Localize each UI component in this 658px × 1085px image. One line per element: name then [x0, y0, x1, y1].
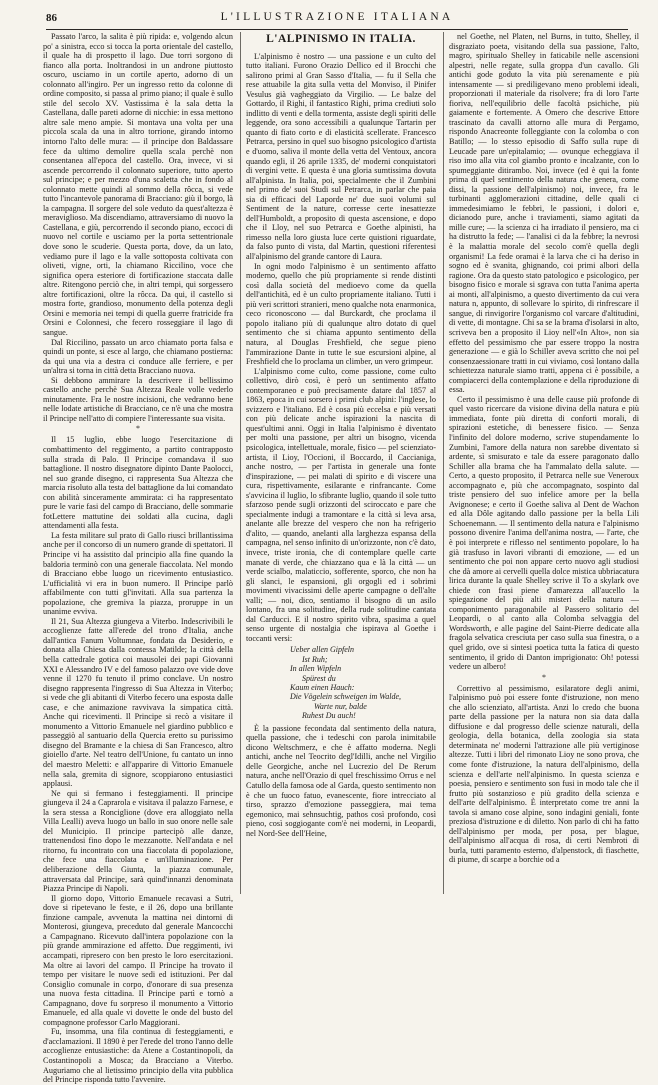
poem-line: In allen Wipfeln [290, 664, 342, 674]
paragraph: In ogni modo l'alpinismo è un sentimento affatto moderno, quello che più propriamente si rende distinti così dalla società del medioevo come da quella dell'antichità, ed è un culto propriamente italiano. Tutti i più veri scrittori stranieri, meno qualche nota enarmonica, ceco riconoscono — dal Burckardt, che proclama il popolo italiano più di qualunque altro dotato di quel sentimento che si chiama appunto sentimento della natura, al Douglas Freshfield, che segue pieno l'ammirazione Dante in tutte le sue escursioni alpine, al Freshfield che lo proclama un climber, un vero grimpeur. [246, 261, 436, 367]
paragraph: L'alpinismo è nostro — una passione e un culto del tutto italiani. Furono Orazio Dellico ed il Brocchi che salirono primi al Gran Sasso d'Italia, — fu il Sella che rese attuabile la gita sulla vetta del Monviso, il Pinifer Vesulus già vagheggiato da Virgilio. — Le balze del Gottardo, il Righi, il fantastico Righi, prima crediuti solo indlitto di venti e della tormenta, assiste degli spiriti delle leggende, ora sono accessibili a qualunque Tartarin per quanto di fiato corto e di elasticità scellerate. Francesco Petrarca, persino in quel suo bisogno psicologico d'artista e d'uomo, saliva il monte della vetta del Ventoux, ancora quando egli, il 26 aprile 1335, de' moderni conquistatori di vergini vette. E questa è una gloria sumtissima dovuta all'alpinista. In Italia, poi, specialmente che il Zumbini nel primo de' suoi Studi sul Petrarca, in parlar che paia sia di efficaci del Laporde ne' due suoi volumi sul Sentiment de la nature, corresse certe inesattezze dell'Humboldt, a proposito di questa ascensione, e dopo che il Lloy, nel suo Petrarca e Goethe alpinisti, ha rimesso nella loro giusta luce certe quistioni riguardate, da falso punto di vista, dal Martin, questioni riferentesi all'alpinismo del grande cantore di Laura. [246, 51, 436, 262]
paragraph: Fu, insomma, una fila continua di festeggiamenti, e d'acclamazioni. Il 1890 è per l'erede del trono l'anno delle accoglienze entusiastiche: da Atene a Costantinopoli, da Costantinopoli a Mosca; da Bracciano a Viterbo. Auguriamo che al lietissimo principio della vita pubblica del Principe risponda tutto l'avvenire. [43, 1027, 233, 1085]
paragraph: Il 21, Sua Altezza giungeva a Viterbo. Indescrivibili le accoglienze fatte all'erede del trono d'Italia, anche dall'antica Fanum Voltumnae, fondata da Desiderio, e donata alla Chiesa dalla contessa Matilde; la città della bella cattedrale gotica coi mausolei dei papi Giovanni XXI e Alessandro IV e del famoso palazzo ove vide dove venne il 1270 fu tenuto il primo conclave. Un nostro disegno rappresenta l'ingresso di Sua Altezza in Viterbo; si vede che gli abitanti di Viterbo fecero una esposta dalle case, e che animazione ravvivava la simpatica città. Anche qui ricevimenti. Il Principe si recò a visitare il monumento a Vittorio Emanuele nel giardino pubblico e passeggiò al santuario della Quercia eretto su purissimo disegno del Bramante e la chiesa di San Francesco, altro gioiello d'arte. Nel teatro dell'Unione, fu cantato un inno del maestro Meletti: e all'apparire di Vittorio Emanuele nella sala, gremita di signore, scoppiarono entusiastici applausi. [43, 616, 233, 789]
goethe-poem [290, 645, 436, 720]
poem-line: Die Vögelein schweigen im Walde, [290, 692, 402, 702]
paragraph: Ne qui si fermano i festeggiamenti. Il principe giungeva il 24 a Caprarola e visitava il palazzo Farnese, e la sera stessa a Ronciglione (dove era alloggiato nella Villa Lealli) aveva luogo un ballo in suo onore nelle sale del Municipio. Il principe partecipò alle danze, trattenendosi fino dopo le mezzanotte. Nell'andata e nel ritorno, fu incontrato con una fiaccolata di popolazione, che fece una fiaccolata e un'illuminazione. Per deliberazione della Giunta, la piazza comunale, attraversata dal Principe, sarà quind'innanzi denominata Piazza Principe di Napoli. [43, 788, 233, 894]
column-rule-left [240, 32, 241, 894]
running-title: L'ILLUSTRAZIONE ITALIANA [220, 11, 454, 23]
poem-line: Warte nur, balde [314, 701, 367, 711]
page-header [46, 7, 628, 30]
paragraph: La festa militare sul prato di Gallo riuscì brillantissima anche per il concorso di un numero grande di spettatori. Il Principe vi ha assistito dal principio alla fine quando la baldoria terminò con una generale fiaccolata. Nel mondo di Bracciano ebbe luogo un ricevimento entusiastico. L'ufficialità vi era in buon numero. Il Principe parlò affabilmente con tutti gl'invitati. Alla sua partenza la popolazione, che gremiva la piazza, proruppe in un unanime evviva. [43, 530, 233, 617]
poem-line: Ueber allen Gipfeln [290, 645, 354, 655]
paragraph: Correttivo al pessimismo, esilaratore degli animi, l'alpinismo può poi essere fonte d'istruzione, non meno che allo scienziato, all'artista. Anzi lo credo che buona parte della passione per la natura non sia data dalla diffusione e dal progresso delle scienze naturali, della geologia, della botanica, della zoologia sia stata determinata ne' moderni l'attrazione alle più vertiginose altezze. Tutti i libri del rimonato Lioy ne sono prova, che come fonte d'istruzione, la natura dell'alpinismo, della scienza e dell'arte nell'alpinismo. In questa scienza e poesia, pensiero e sentimento son fusi in modo tale che il frutto più sostanzioso e più gradito della scienza e dell'arte dell'alpinismo. È interpretato come tre anni la tavola si amano cose alpine, sono indagini geniali, fonte preziosa d'istruzione e di diletto. Non parlo di chi ha fatto dell'alpinismo per moda, per posa, per blague, dell'alpinismo all'acqua di rosa, di certi Nembroti di burla, tutti paramento esterno, d'alpenstock, di fiaschette, di piume, di scarpe a borchie od a [449, 683, 639, 865]
poem-line: Kaum einen Hauch: [290, 683, 355, 693]
paragraph: Il giorno dopo, Vittorio Emanuele recavasi a Sutri, dove si ripetevano le feste, e il 26, dopo una brillante finzione campale, avvenuta la mattina nei dintorni di Monterosi, giungeva, preceduto dal generale Mancocchi a Campagnano. Ricevuto dall'intera popolazione con la più grande ammirazione ed affetto. Due reggimenti, ivi accampati, ripresero con ben presto le loro esercitazioni. Ma oltre ai lavori del campo. Il Principe ha trovato il tempo per visitare le nuove sedi ed istituzioni. Per dal Consiglio comunale in corpo, d'onorare di sua presenza una nuova festa cittadina. Il Principe partì e tornò a Campagnano, dove fu sorpreso il monumento a Vittorio Emanuele, ed alla quale vi dovette le onde del busto del compagnone professor Carlo Maggiorani. [43, 893, 233, 1027]
column-left [43, 32, 233, 1085]
paragraph: Si debbono ammirare la descrivere il bellissimo castello anche perchè Sua Altezza Reale volle vederlo minutamente. Fra le nostre incisioni, che vedranno bene nelle lodate artistiche di Bracciano, ce n'è una che mostra il Principe nell'atto di compiere l'interessante sua visita. [43, 375, 233, 423]
poem-line: Spürest du [302, 673, 336, 683]
paragraph: L'alpinismo come culto, come passione, come culto collettivo, dirò così, è però un sentimento affatto contemporaneo e può precisamente datare dal 1857 al 1863, epoca in cui sorsero i primi club alpini: l'inglese, lo svizzero e l'italiano. Ed è cosa più eccelsa e più versati con più delicate anche ispirazioni la nascita di quest'ultimi anni. Oggi in Italia l'alpinismo è diventato per molti una passione, per altri un bisogno, vicenda psicologica, intellettuale, morale, fisico — pel scienziato-artista, il Lioy, l'Occioni, il Boccardo, il Caccianiga, anche nostro, — per l'artista in generale una fonte d'inspirazione, — pei malati di spirito e di viscere una cura, rispettivamente, esilarante e rinfrancante. Come s'avvicina il luglio, lo sfibrante luglio, quando il sole tutto sfarzoso pende sugli orizzonti del sciroccato e pare che specialmente indugi a tramontare e la città si leva arsa, anelante alle brezze del vespero che non ha refrigerio d'alito, — quando, anelanti alla larghezza espansa della campagna, nel senso infinito di un'orizzonte, non c'è dato, invece, triste ironia, che di contemplare quelle carte manate di verde, che chiazzano qua e là la città — un verde scialbo, malaticcio, sofferente, sporco, che non ha gli slanci, le espansioni, gli orgogli ed i sobrimi movimenti vivacissimi delle aperte campagne o dell'alte valli; — noi, dico, sentiamo il bisogno di un asilo lontano, fra una solitudine, della rude solitudine cantata dal Carducci. E il nostro spirito vibra, spasima a quel senso urgente di nostalgia che ispirava al Goethe i toccanti versi: [246, 366, 436, 643]
article-title: L'ALPINISMO IN ITALIA. [266, 33, 416, 45]
column-middle [246, 32, 436, 894]
poem-line: Ist Ruh; [302, 654, 328, 664]
paragraph: Passato l'arco, la salita è più ripida: e, volgendo alcun po' a sinistra, ecco si tocca la porta orientale del castello, il quale ha di prospetto il lago. Due torri sorgono di fianco alla porta. Inoltrandosi in un androne piuttosto oscuro, usciamo in un cortile aperto, adorno di un colonnato all'ingiro. Per un ingresso retto da colonne di ordine composito, si passa al primo piano; il quale è sullo stile del secolo XV. Vastissima è la sala detta la Castellana, dalle pareti adorne di nicchie: in essa mettono altre sale meno ampie. Si montava una volta per una piccola scala da una in altro torrione, girando intorno intorno l'alto delle mura: — il principe don Baldassare fece da ultimo demolire quella scala perchè non consentanea all'epoca del castello. Ora, invece, vi si ascende percorrendo il colonnato superiore, tutto aperto sul principe; e per mezzo d'una scaletta che in fondo al colonnato mette quindi al sommo della rôcca, si vede tutto l'incantevole panorama di Bracciano: giù il borgo, là la campagna. Il sorgere del sole veduto da quest'altezza è meraviglioso. Ma discendiamo, attraversiamo di nuovo la Castellana, e giù, percorrendo il secondo piano, eccoci di nuovo nel cortile e usciamo per la porta settentrionale dove sono le scuderie. Questa porta, dove, da un lato, vediamo pure il lago e la valle sottoposta coltivata con oliveti, vigne, orti, la chiamano Riccilino, voce che significa opera esteriore di fortificazione staccata dalle altre. Ritengono perciò che, in altri tempi, qui sorgessero altre fortificazioni, oltre la rôcca. Da qui, il castello si mostra forte, grandioso, monumento della potenza degli Orsini e memoria nei tempi di quella guerre fratricide fra Orsini e Colonnesi, che fecero rosseggiare il lago di sangue. [43, 32, 233, 337]
paragraph: Il 15 luglio, ebbe luogo l'esercitazione di combattimento del reggimento, a partito contrapposto sulla strada di Palo. Il Principe comandava il suo battaglione. Il nostro disegnatore dipinto Dante Paolocci, nel suo grande disegno, ci rappresenta Sua Altezza che marcia risoluto alla testa del battaglione da lui comandato con abilità sinceramente ammirata: ci ha rappresentato pure le varie fasi del campo di Bracciano, delle sommarie fotLettere mattutine dei soldati alla cucina, dagli attendamenti alla festa. [43, 435, 233, 531]
column-right [449, 32, 639, 894]
section-separator: * [136, 424, 140, 434]
poem-line: Ruhest Du auch! [302, 711, 356, 721]
paragraph: Certo il pessimismo è una delle cause più profonde di quel vasto ricercare da visione divina della natura e più immediata, fonte più diretta di conforti morali, di spirazioni estetiche, di benessere fisico. — Senza l'infinito del dolore moderno, scrive stupendamente lo Zumbini, l'amore della natura non sarebbe diventato sì ardente, sì smisurato e tale da essere paragonato dallo Schiller alla brama che ha l'ammalato della salute. — Certo, a questo proposito, il Petrarca nelle sue Veneroux accompagnato e, più che accompagnato, sospinto dal triste pensiero del suo infelice amore per la bella Avignonese; e certo il Goethe saliva al Dent de Wachon ed alla Dôle agitando dallo passione per la bella Lili Schoenemann. — Il sentimento della natura e l'alpinismo possono divenire l'anima dell'anima nostra, — l'arte, che è poi interprete e riflesso nel sentimento popolare, lo ha già trasfuso in lavori vibranti di emozione, — ed un sentimento che poi non appare certo nuovo agli studiosi che dà amore ai cervelli quella dolce mistica ubbriacatura lirica durante la quale Shelley scrive il To a skylark ove chiede con frasi piene d'amarezza all'aucello la spiegazione del più alti misteri della natura — componimento paragonabile al Passero solitario del Leopardi, o al canto alla Colomba selvaggia del Wordsworth, e alle pagine del Saint-Pierre dedicate alla fragola selvatica cresciuta per caso sulla sua finestra, o a quel grido, ove si sintesi poetica tutta la fatica di questo sentimento, il grido di Danton imprigionato: Oh! potessi vedere un albero! [449, 394, 639, 672]
page-number: 86 [46, 12, 57, 24]
paragraph: È la passione fecondata dal sentimento della natura, quella passione, che i tedeschi con parola inimitabile dicono Weltschmerz, e che è affatto moderna. Negli antichi, anche nel Teocrito degl'Idilli, anche nel Virgilio delle Georgiche, anche nel Lucrezio del De Rerum natura, anche nell'Orazio di quel freschissimo Orrus e nel Catullo della famosa ode al Garda, questo sentimento non è che un fuoco fatuo, evanescente, fiore intrecciato al tirso, sprazzo d'emozione passeggiera, mai tema egemonico, mai sehnsuchtig, pathos così profondo, così pieno, così soggiogante com'è nei moderni, in Leopardi, nel Nord-See dell'Heine, [246, 723, 436, 838]
paragraph: Dal Riccilino, passato un arco chiamato porta falsa e quindi un ponte, si esce al largo, che chiamano postierna: da qui una via a destra ci conduce alle ferriere, e per un'altra si torna in città detta Bracciano nuova. [43, 337, 233, 376]
section-separator: * [542, 672, 546, 682]
paragraph: nel Goethe, nel Platen, nel Burns, in tutto, Shelley, il disgraziato poeta, visitando della sua passione, l'alto, magro, spiritualo Shelley in faticabile nelle ascensioni alpestri, nelle regate, sulla groppa d'un cavallo. Gli antichi gode goduto la vita più serenamente e più intensamente — si prediligevano meno problemi ideali, proporzionati il materiale da risolvere; fra di loro l'arte fioriva, nell'equilibrio delle facoltà psichiche, più gaiamente e fortemente. A Omero che descrive Ettore trascinato da cavalli attorno alle mura di Pergamo, rispondo Anacreonte folleggiante con la colomba o con Batillo; — lo stesso episodio di Saffo sulla rupe di Leucade pare un'epitalamio; — ovunque echeggiava il riso imo alla vita col giambo pronto e incalzante, con lo spumeggiante ditirambo. Noi, invece (ed è qui la fonte prima di quel sentimento della natura che genera, come dissi, la passione dell'alpinismo) noi, invece, fra le turbinanti agglomerazioni cittadine, delle quali ci immedesimiamo le febbri, le passioni, i dolori e, dicianodo pure, anche i traviamenti, siamo agitati da mille cure; — la scienza ci ha irradiato il pensiero, ma ci ha distrutto la fede; — l'analisi ci da la febbre; la nevrosi è la malattia morale del secolo com'è quella degli organismi! La fede oramai è la larva che ci ha deriso in sogno ed è svanita, ghignando, coi primi albori della ragione. Ora da questo stato patologico e psicologico, per bisogno fisico e morale si sgrava con tutta l'anima aperta ai monti, all'alpinismo, a questo divertimento da cui vera natura n, appunto, di sollevare lo spirito, di rinfrescare il sangue, di rinvigorire l'organismo col varcare d'altitudini, di vette, di montagne. Chi sa se la brama d'isolarsi in alto, scriveva ben a proposito il Lioy nell'«In Alto», non sia effetto del pessimismo che par essere troppo la nostra generazione — e già lo Schiller aveva scritto che noi pel consenzaessionare tratti in cui viviamo, così lontano dalla schiettezza naturale siamo tratti, appena ci è possibile, a compiacerci della contemplazione e della riproduzione di essa. [449, 32, 639, 395]
column-rule-right [443, 32, 444, 894]
